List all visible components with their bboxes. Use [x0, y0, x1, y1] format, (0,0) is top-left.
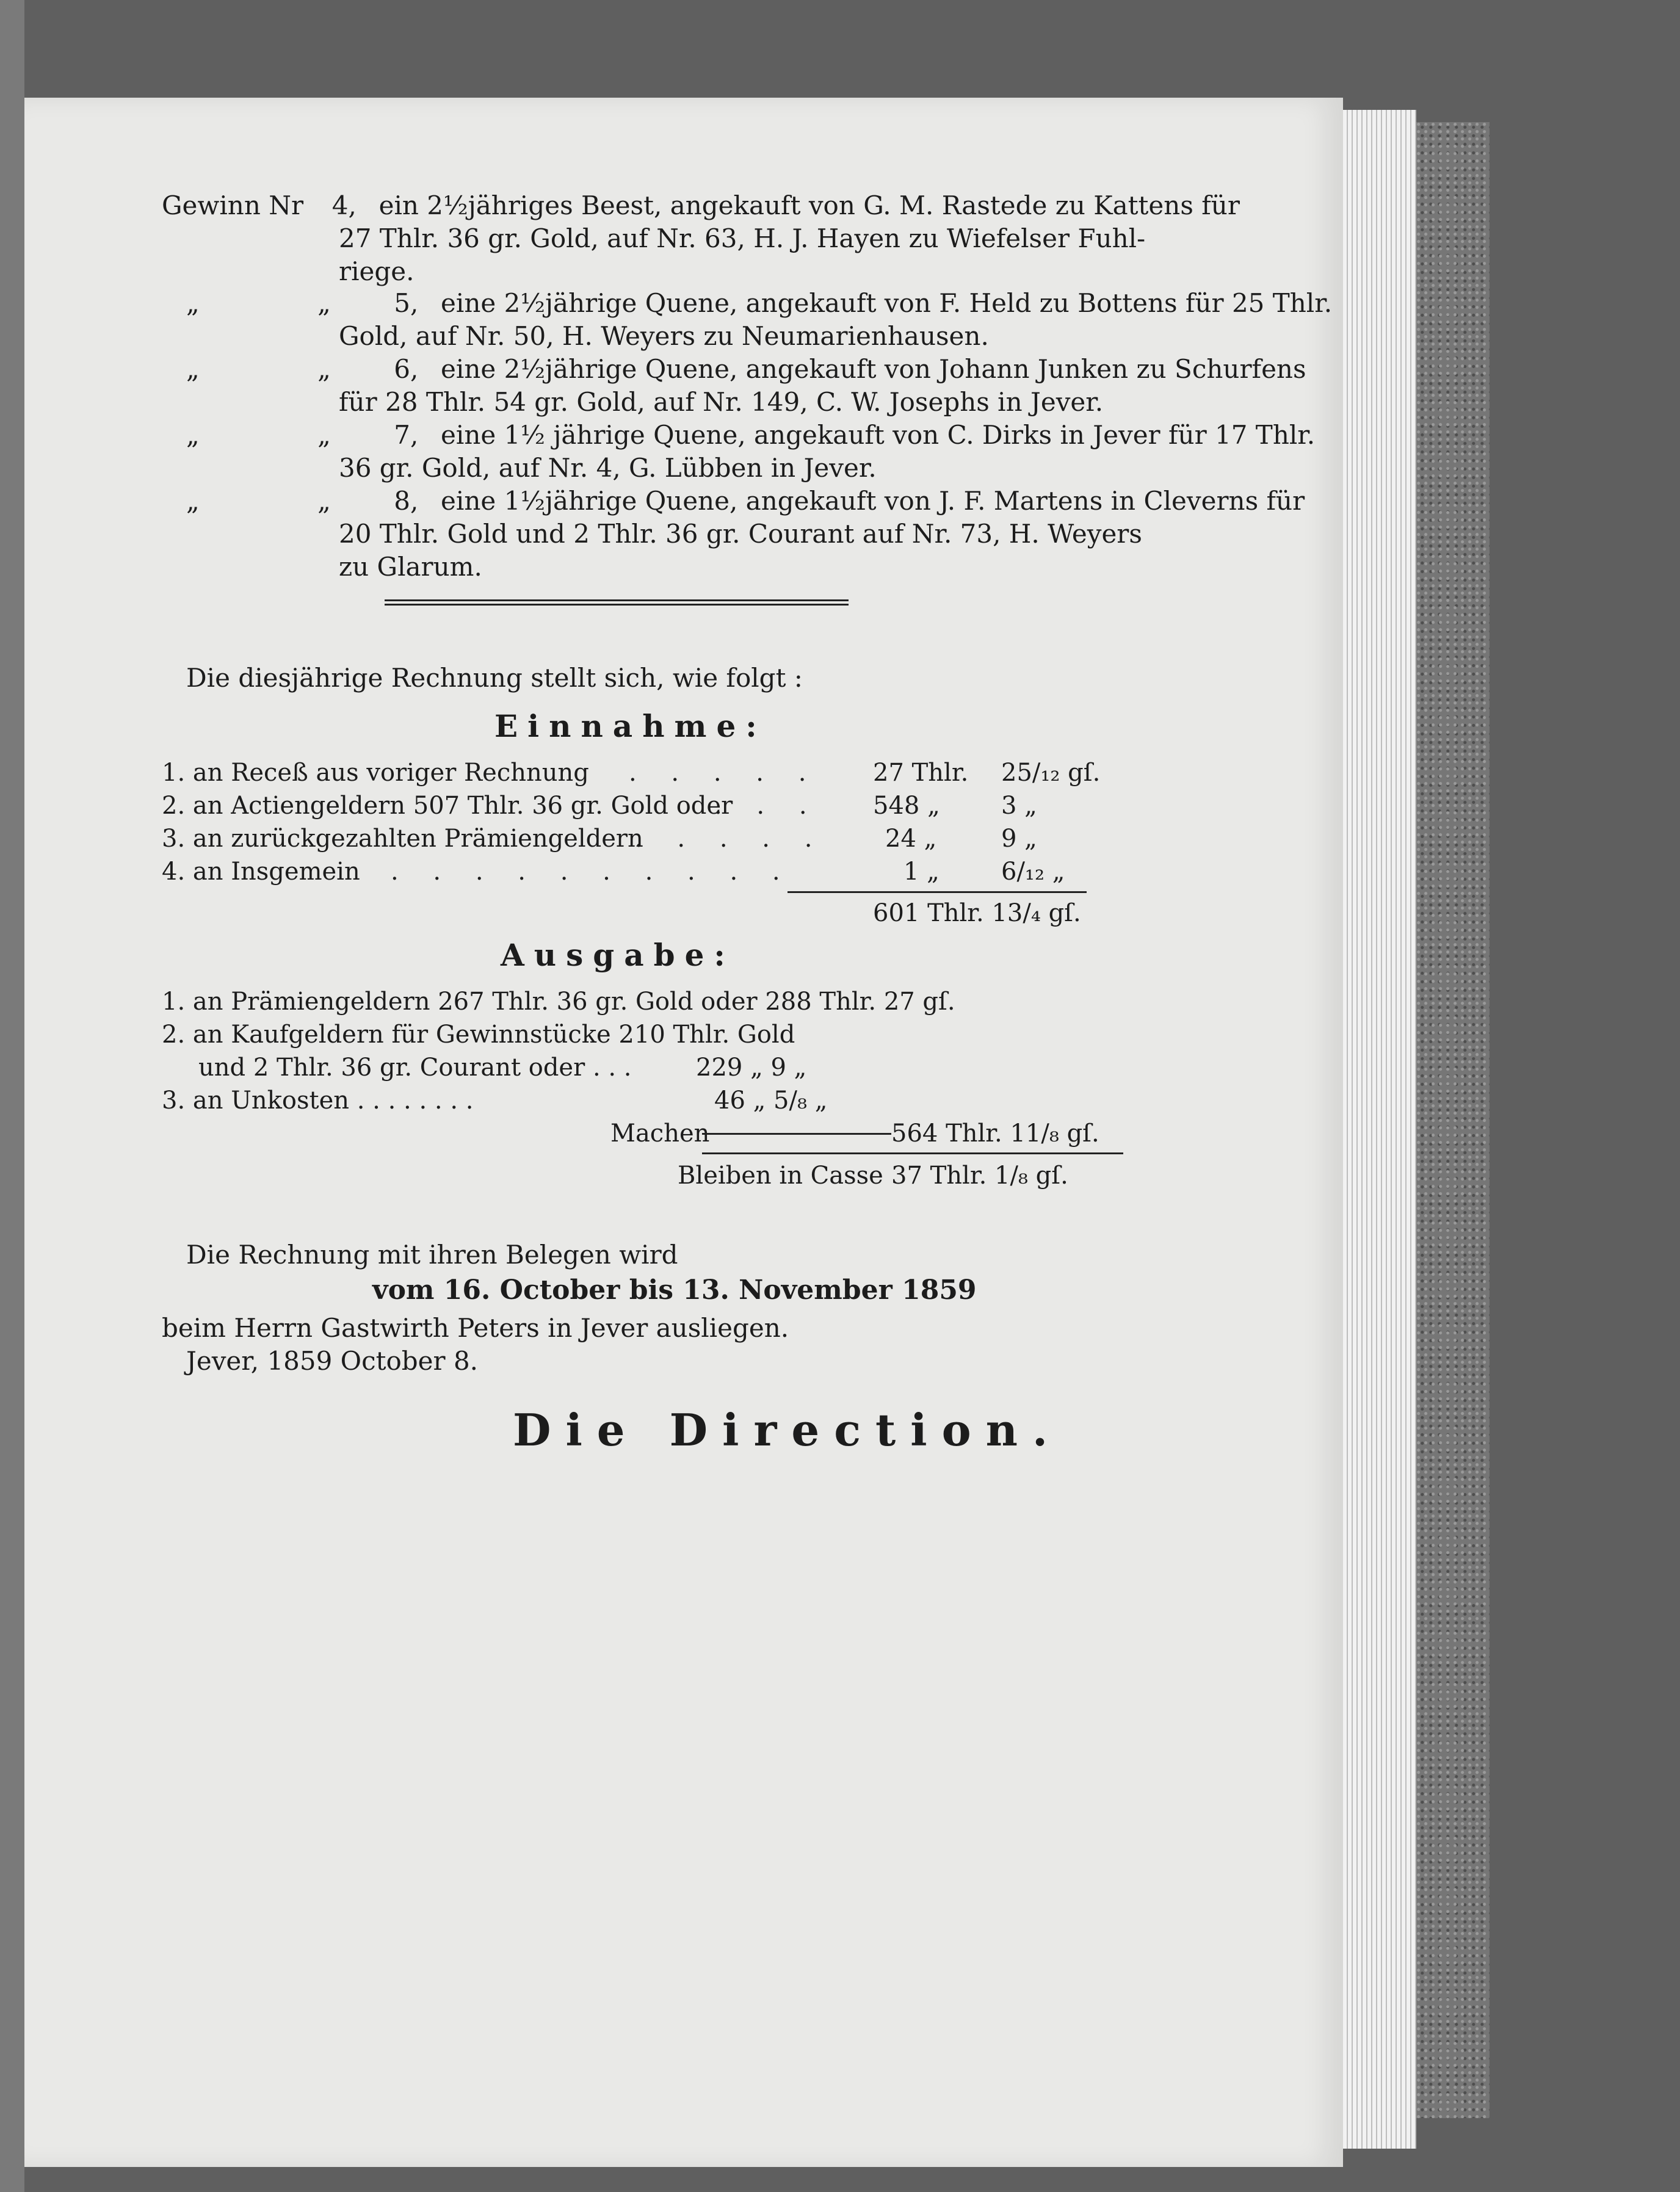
- ausgabe-row-2-cont: und 2 Thlr. 36 gr. Courant oder . . .: [198, 1054, 632, 1082]
- ausgabe-row-2: 2. an Kaufgeldern für Gewinnstücke 210 Thlr. Gold: [162, 1021, 795, 1049]
- section-divider: [385, 599, 849, 606]
- prize-prefix: „ „: [186, 288, 386, 318]
- book-page-edges: [1343, 110, 1416, 2149]
- prize-line: zu Glarum.: [339, 552, 482, 582]
- prize-line: für 28 Thlr. 54 gr. Gold, auf Nr. 149, C. W. Josephs in Jever.: [339, 387, 1104, 417]
- einnahme-total: 601 Thlr. 13/₄ gſ.: [873, 899, 1081, 927]
- closing-line-3: beim Herrn Gastwirth Peters in Jever ausliegen.: [162, 1313, 789, 1343]
- prize-line: ein 2½jähriges Beest, angekauft von G. M. Rastede zu Kattens für: [378, 190, 1240, 220]
- einnahme-row-gr: 25/₁₂ gſ.: [1001, 759, 1101, 787]
- machen-value: 564 Thlr. 11/₈ gſ.: [891, 1120, 1099, 1148]
- rechnung-intro: Die diesjährige Rechnung stellt sich, wie folgt :: [186, 663, 803, 693]
- einnahme-row-thlr: 27 Thlr.: [873, 759, 969, 787]
- einnahme-row-gr: 9 „: [1001, 825, 1037, 853]
- prize-line: Gold, auf Nr. 50, H. Weyers zu Neumarienhausen.: [339, 321, 989, 351]
- prize-5: [186, 287, 1332, 353]
- book-cover-board: [1416, 122, 1490, 2118]
- prize-num: 4,: [331, 190, 357, 220]
- prize-line: riege.: [339, 256, 415, 286]
- einnahme-row-thlr: 548 „: [873, 792, 940, 820]
- prize-line: eine 1½jährige Quene, angekauft von J. F. Martens in Cleverns für: [441, 486, 1305, 516]
- prize-num: 7,: [394, 420, 419, 450]
- einnahme-row-thlr: 24 „: [885, 825, 937, 853]
- bleiben-label: Bleiben in Casse: [678, 1162, 883, 1190]
- machen-label: Machen: [610, 1120, 710, 1148]
- bleiben-value: 37 Thlr. 1/₈ gſ.: [891, 1162, 1068, 1190]
- prize-line: 27 Thlr. 36 gr. Gold, auf Nr. 63, H. J. Hayen zu Wiefelser Fuhl-: [339, 223, 1146, 253]
- einnahme-row-dots: . . . . .: [635, 825, 826, 853]
- ausgabe-row-3: 3. an Unkosten . . . . . . . .: [162, 1087, 474, 1115]
- einnahme-row-label: 4. an Insgemein: [162, 858, 360, 886]
- prize-prefix: „ „: [186, 486, 386, 516]
- prize-num: 6,: [394, 354, 419, 384]
- scan-margin-left: [0, 0, 24, 2192]
- ausgabe-row-3-value: 46 „ 5/₈ „: [714, 1087, 828, 1115]
- einnahme-row-dots: . . .: [714, 792, 820, 820]
- prize-prefix: „ „: [186, 420, 386, 450]
- document-page: [24, 98, 1343, 2167]
- einnahme-row-dots: . . . . .: [629, 759, 820, 787]
- ausgabe-sum-rule: [702, 1152, 1123, 1154]
- prize-line: eine 2½jährige Quene, angekauft von F. Held zu Bottens für 25 Thlr.: [441, 288, 1333, 318]
- einnahme-row-gr: 3 „: [1001, 792, 1037, 820]
- ausgabe-heading: Ausgabe:: [501, 937, 735, 973]
- prize-line: 20 Thlr. Gold und 2 Thlr. 36 gr. Courant auf Nr. 73, H. Weyers: [339, 519, 1142, 549]
- prize-8: [186, 485, 1305, 584]
- closing-dates: vom 16. October bis 13. November 1859: [372, 1275, 977, 1306]
- signature-direction: Die Direction.: [513, 1404, 1063, 1456]
- prize-num: 5,: [394, 288, 419, 318]
- ausgabe-row-2-value: 229 „ 9 „: [696, 1054, 807, 1082]
- closing-line-1: Die Rechnung mit ihren Belegen wird: [186, 1240, 678, 1270]
- einnahme-row-dots: . . . . . . . . . .: [391, 858, 794, 886]
- prize-7: [186, 419, 1315, 485]
- ausgabe-row-1: 1. an Prämiengeldern 267 Thlr. 36 gr. Gold oder 288 Thlr. 27 gſ.: [162, 988, 955, 1016]
- prize-line: eine 1½ jährige Quene, angekauft von C. Dirks in Jever für 17 Thlr.: [441, 420, 1316, 450]
- prize-prefix: Gewinn Nr: [162, 190, 304, 220]
- prize-line: eine 2½jährige Quene, angekauft von Johann Junken zu Schurfens: [441, 354, 1306, 384]
- prize-4: [162, 189, 1240, 288]
- einnahme-sum-rule: [788, 891, 1087, 893]
- einnahme-row-label: 1. an Receß aus voriger Rechnung: [162, 759, 589, 787]
- machen-rule: [702, 1133, 891, 1135]
- closing-place-date: Jever, 1859 October 8.: [186, 1346, 479, 1376]
- einnahme-heading: Einnahme:: [494, 708, 767, 744]
- prize-num: 8,: [394, 486, 419, 516]
- einnahme-row-label: 3. an zurückgezahlten Prämiengeldern: [162, 825, 643, 853]
- einnahme-row-label: 2. an Actiengeldern 507 Thlr. 36 gr. Gold oder: [162, 792, 733, 820]
- prize-prefix: „ „: [186, 354, 386, 384]
- prize-6: [186, 353, 1306, 419]
- prize-line: 36 gr. Gold, auf Nr. 4, G. Lübben in Jever.: [339, 453, 877, 483]
- einnahme-row-thlr: 1 „: [903, 858, 940, 886]
- einnahme-row-gr: 6/₁₂ „: [1001, 858, 1065, 886]
